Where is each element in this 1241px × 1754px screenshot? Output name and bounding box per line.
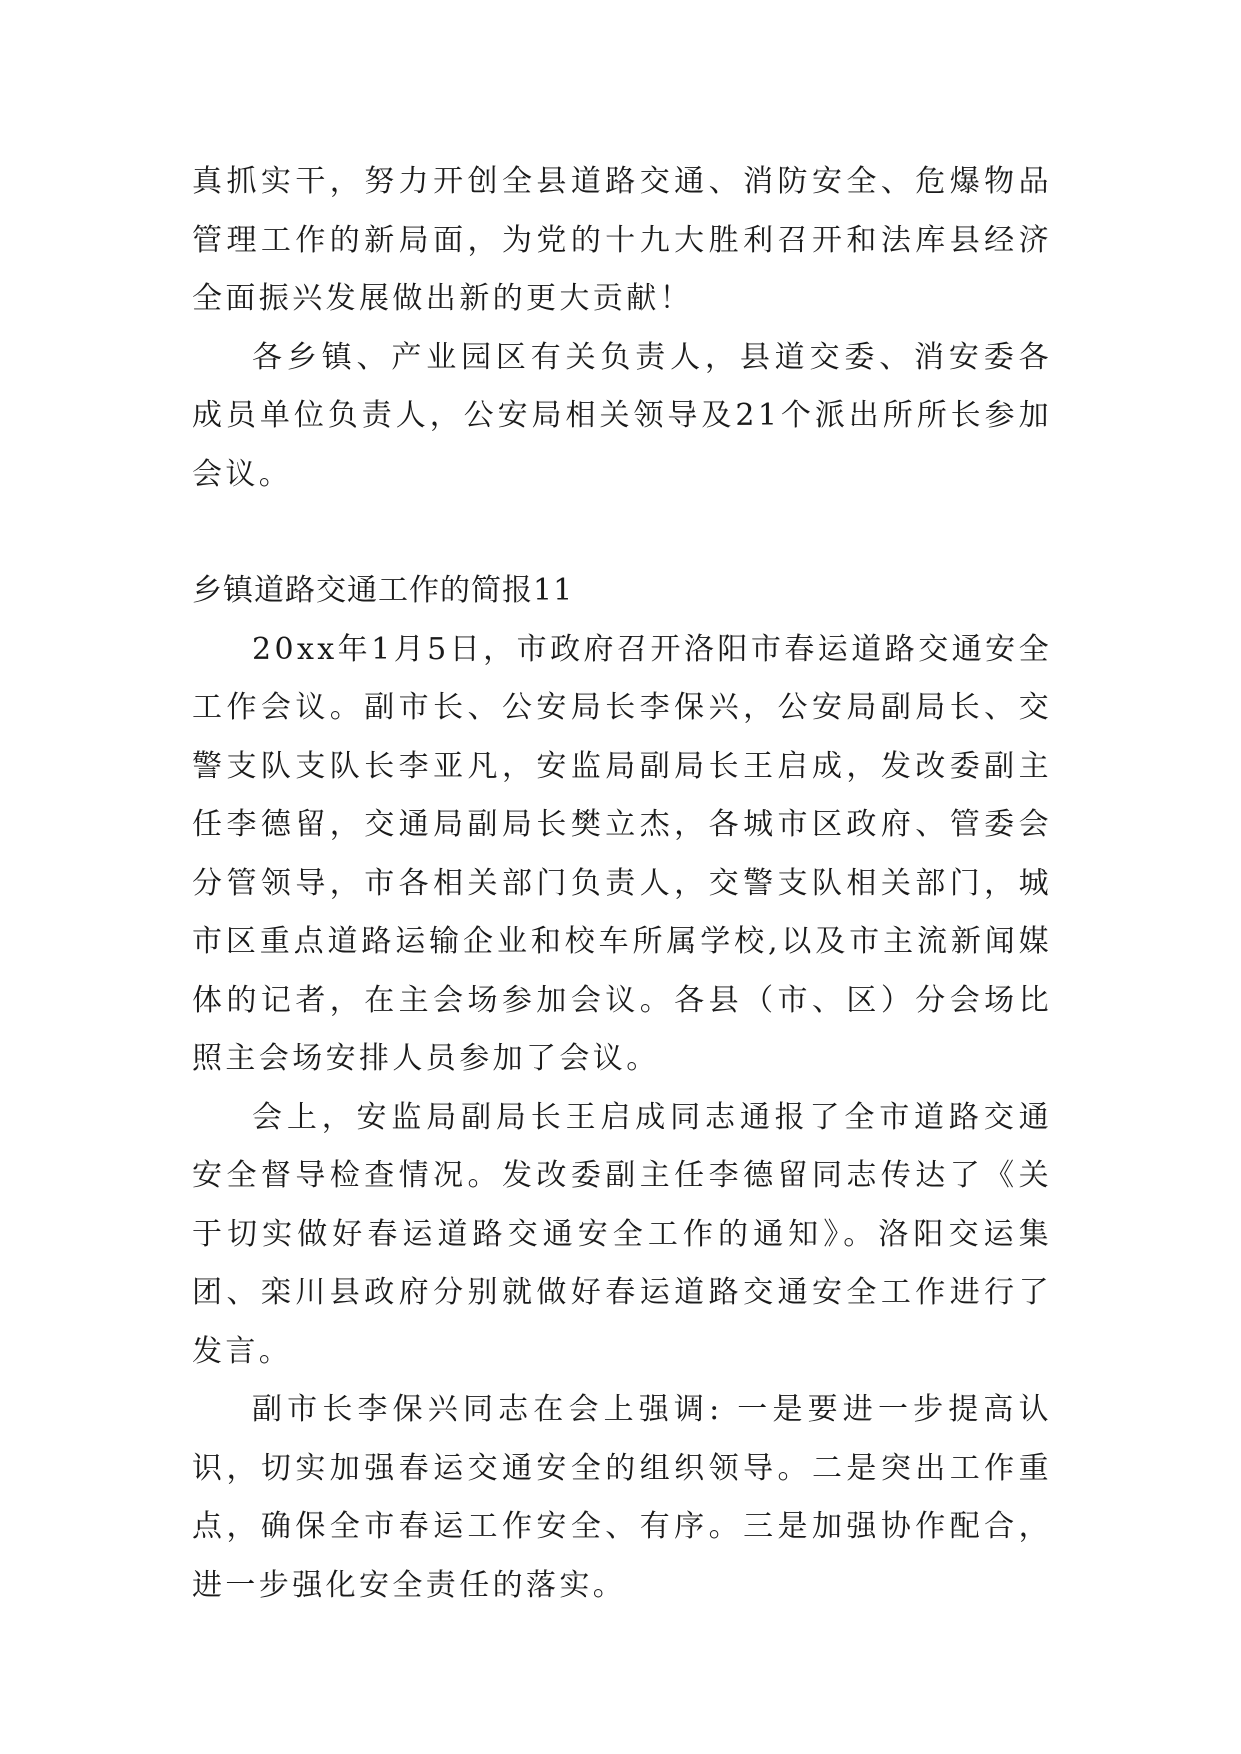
paragraph-meeting-reports: 会上，安监局副局长王启成同志通报了全市道路交通安全督导检查情况。发改委副主任李德留同志传达了《关于切实做好春运道路交通安全工作的通知》。洛阳交运集团、栾川县政府分别就做好春运道路交通安全工作进行了发言。 — [192, 1099, 1052, 1369]
paragraph-vice-mayor-remarks: 副市长李保兴同志在会上强调: 一是要进一步提高认识，切实加强春运交通安全的组织领导。二是突出工作重点，确保全市春运工作安全、有序。三是加强协作配合，进一步强化安全责任的落实。 — [192, 1392, 1052, 1603]
paragraph-continuation: 真抓实干，努力开创全县道路交通、消防安全、危爆物品管理工作的新局面，为党的十九大胜利召开和法库县经济全面振兴发展做出新的更大贡献！ — [192, 164, 1052, 316]
paragraph-meeting-overview: 20xx年1月5日，市政府召开洛阳市春运道路交通安全工作会议。副市长、公安局长李保兴，公安局副局长、交警支队支队长李亚凡，安监局副局长王启成，发改委副主任李德留，交通局副局长樊立杰，各城市区政府、管委会分管领导，市各相关部门负责人，交警支队相关部门，城市区重点道路运输企业和校车所属学校,以及市主流新闻媒体的记者，在主会场参加会议。各县（市、区）分会场比照主会场安排人员参加了会议。 — [192, 631, 1052, 1076]
section-title: 乡镇道路交通工作的简报11 — [192, 573, 574, 608]
document-body — [192, 153, 1052, 1615]
paragraph-attendees: 各乡镇、产业园区有关负责人，县道交委、消安委各成员单位负责人，公安局相关领导及21个派出所所长参加会议。 — [192, 339, 1052, 492]
section-spacer — [192, 504, 1052, 562]
